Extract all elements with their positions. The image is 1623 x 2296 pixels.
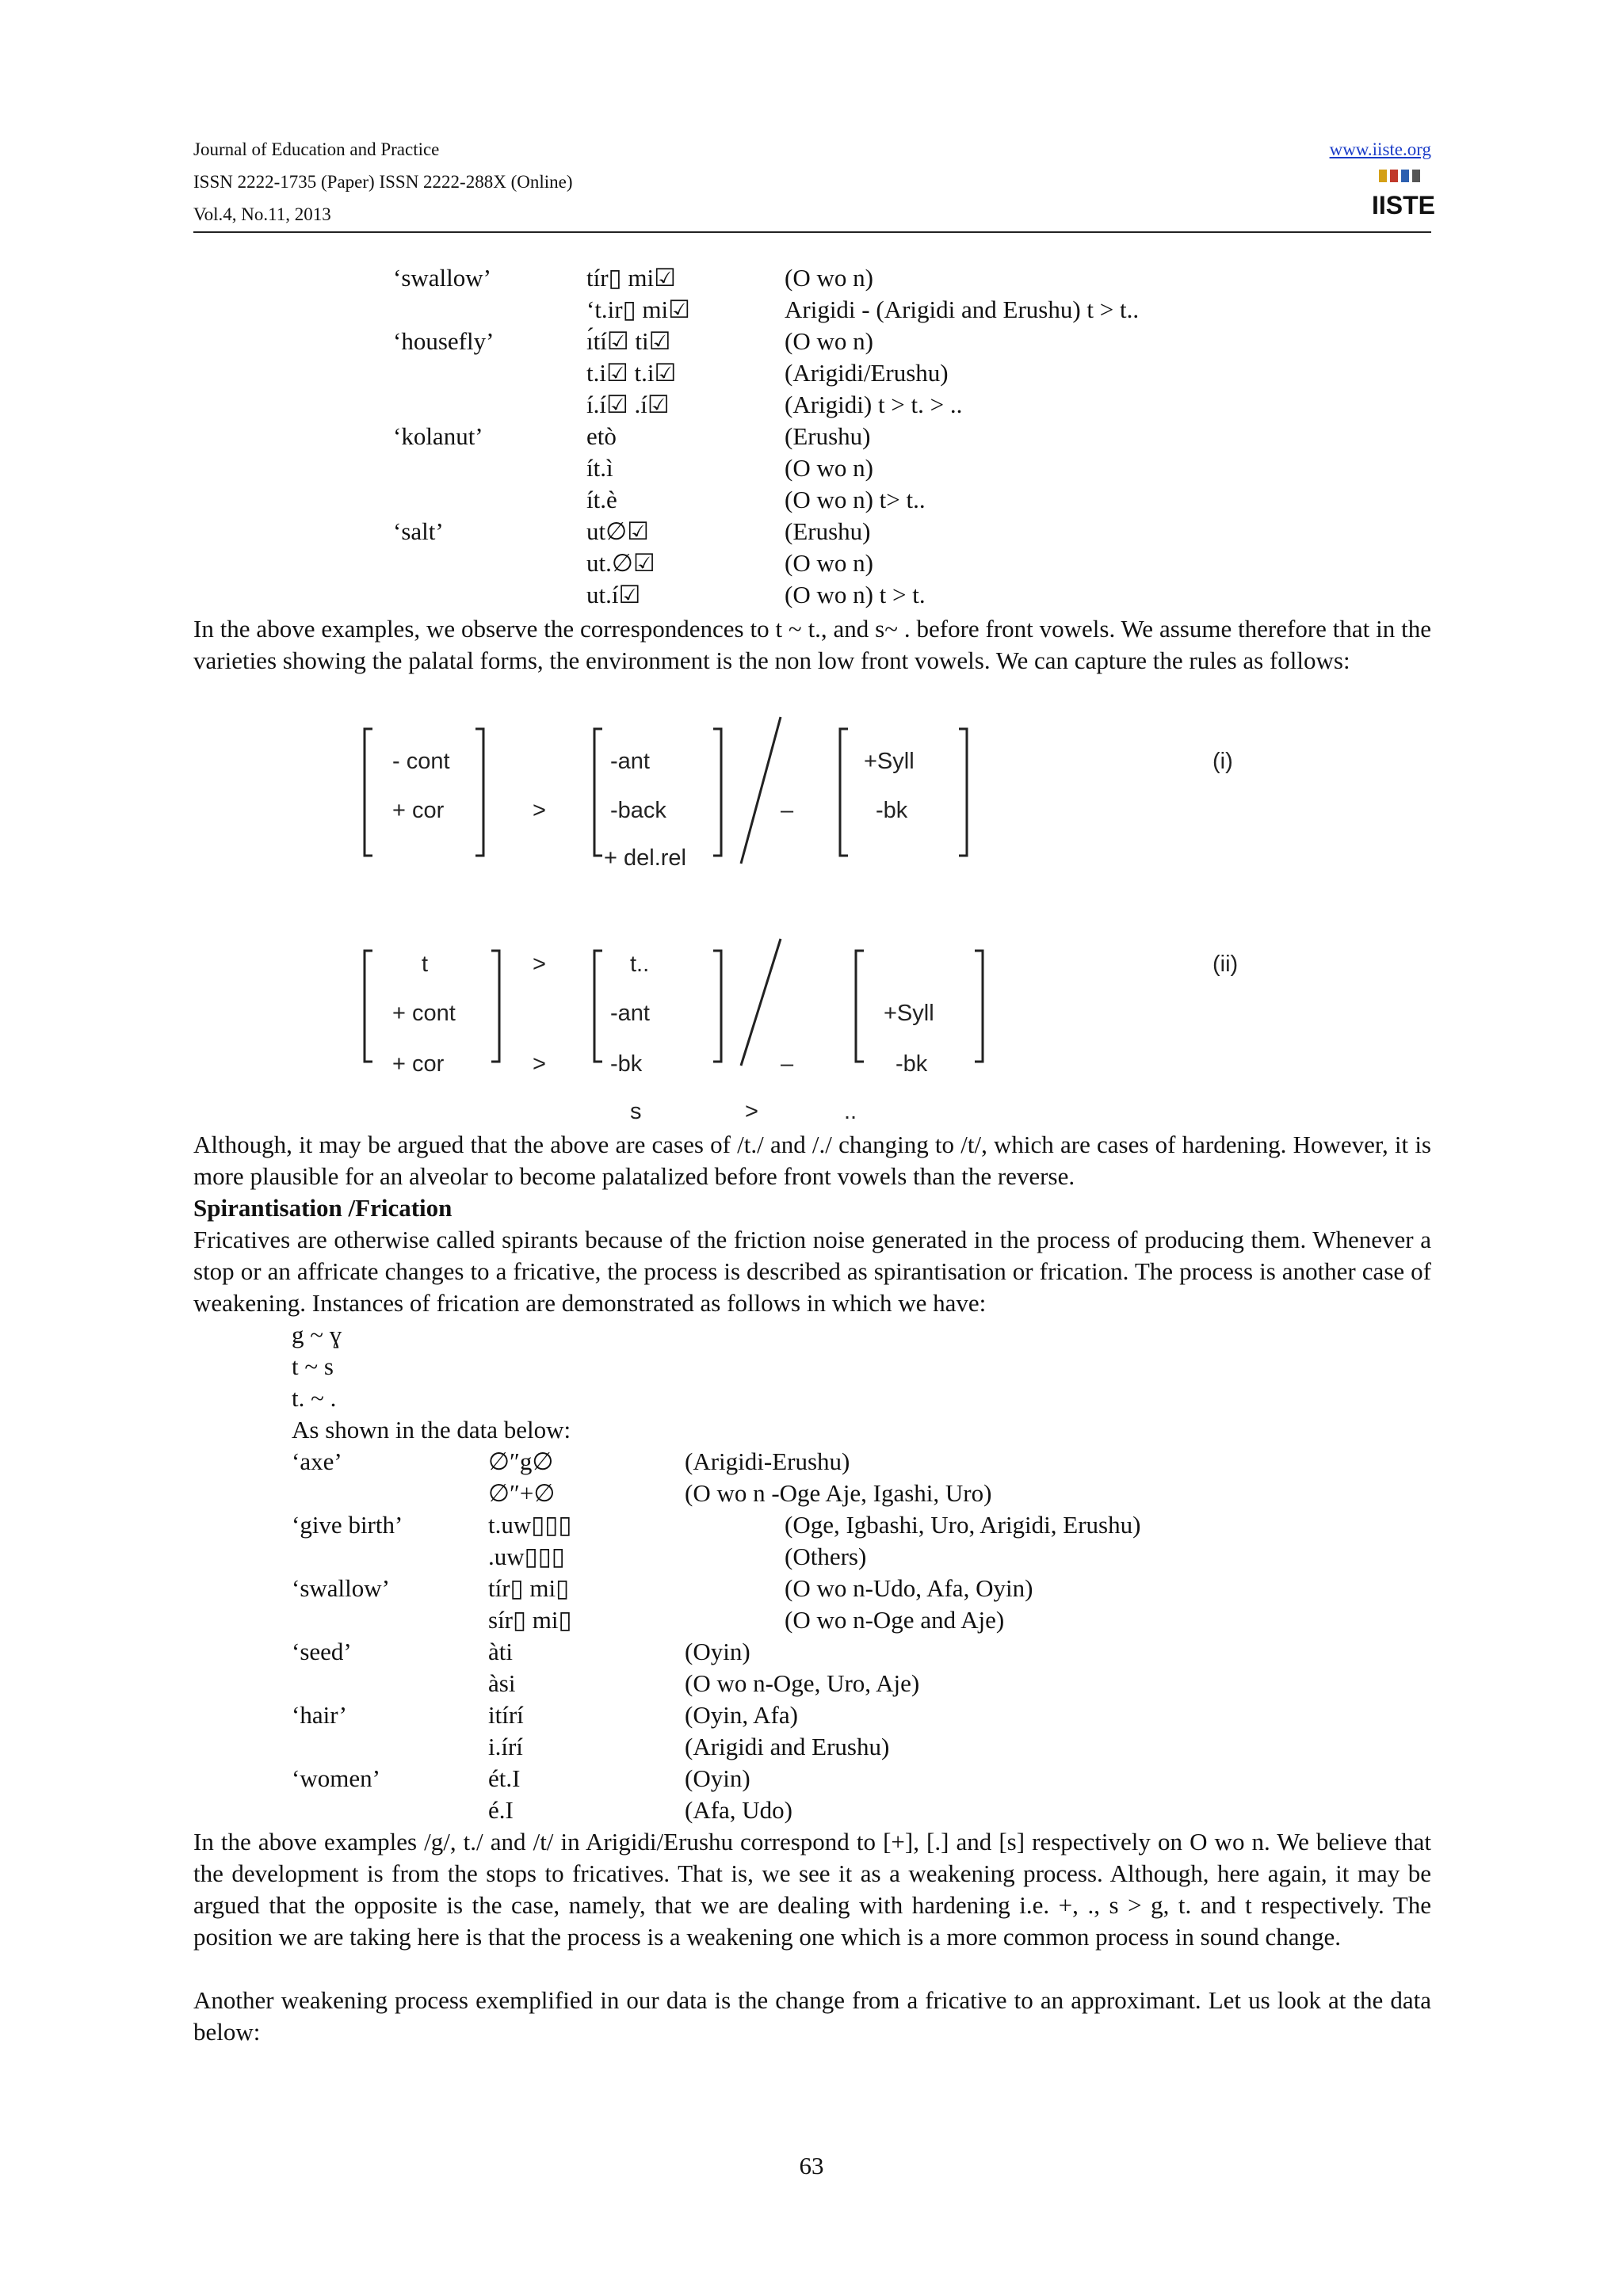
source: (Arigidi/Erushu): [785, 359, 949, 387]
form: t.uw▯▯▯: [488, 1511, 572, 1539]
form: tír▯ mi☑: [586, 264, 676, 292]
source: Arigidi - (Arigidi and Erushu) t > t..: [785, 296, 1140, 323]
paragraph-correspondences: In the above examples, we observe the correspondences to t ~ t., and s~ . before front vowels. We assume therefore that in the varieties showing the palatal forms, the environment is the non low front vowels. We can capture the rules as follows:: [193, 615, 1431, 674]
rule2-left-1: t: [422, 952, 429, 977]
rule2-below-left: s: [630, 1099, 642, 1124]
form: ít.ì: [586, 454, 613, 482]
source: (O wo n): [785, 549, 873, 577]
source: (O wo n -Oge Aje, Igashi, Uro): [685, 1479, 992, 1507]
form: i.írí: [488, 1733, 523, 1760]
correspondence-item: g ~ ɣ: [292, 1321, 342, 1348]
source: (O wo n): [785, 327, 873, 355]
form: etò: [586, 422, 617, 450]
rule2-env: –: [781, 1051, 794, 1077]
rule2-arrow-2: >: [533, 1051, 546, 1077]
source: (O wo n-Oge and Aje): [785, 1606, 1005, 1634]
rule1-env-1: +Syll: [864, 749, 915, 774]
form: ét.I: [488, 1764, 521, 1792]
source: (Oge, Igbashi, Uro, Arigidi, Erushu): [785, 1511, 1141, 1539]
source: (O wo n-Oge, Uro, Aje): [685, 1669, 920, 1697]
form: é.I: [488, 1796, 514, 1824]
logo-text: IISTE: [1371, 191, 1436, 219]
iiste-logo: [1371, 166, 1436, 219]
gloss: ‘housefly’: [393, 327, 495, 355]
form: ut.∅☑: [586, 549, 655, 577]
paragraph-weakening: In the above examples /g/, t./ and /t/ in Arigidi/Erushu correspond to [+], [.] and [s] respectively on O wo n. We believe that the development is from the stops to fricatives. That is, we see it as a weakening process. Although, here again, it may be argued that the opposite is the case, namely, that we are dealing with hardening i.e. +, ., s > g, t. and t respectively. The position we are taking here is that the process is a weakening one which is a more common process in sound change.: [193, 1828, 1431, 1951]
form: ut∅☑: [586, 517, 649, 545]
phonological-rules-figure: [349, 713, 1284, 1125]
gloss: ‘women’: [292, 1764, 380, 1792]
rule1-right-2: -back: [610, 798, 666, 823]
source: (O wo n): [785, 454, 873, 482]
rule1-right-1: -ant: [610, 749, 650, 774]
shown-intro: As shown in the data below:: [292, 1416, 571, 1444]
volume-line: Vol.4, No.11, 2013: [193, 204, 331, 224]
rule1-left-1: - cont: [392, 749, 450, 774]
paragraph-frication: Fricatives are otherwise called spirants because of the friction noise generated in the process of producing them. Whenever a stop or an affricate changes to a fricative, the process is described as spirantisation or frication. The process is another case of weakening. Instances of frication are demonstrated as follows in which we have:: [193, 1226, 1431, 1317]
gloss: ‘hair’: [292, 1701, 347, 1729]
rule1-right-3: + del.rel: [604, 845, 686, 871]
form: tír▯ mi▯: [488, 1574, 570, 1602]
form: .uw▯▯▯: [488, 1543, 565, 1570]
gloss: ‘seed’: [292, 1638, 352, 1665]
form: í.í☑ .í☑: [586, 391, 670, 418]
paragraph-hardening: Although, it may be argued that the above are cases of /t./ and /./ changing to /t/, which are cases of hardening. However, it is more plausible for an alveolar to become palatalized before front vowels than the reverse.: [193, 1131, 1431, 1190]
form: àsi: [488, 1669, 516, 1697]
form: ut.í☑: [586, 581, 641, 608]
paragraph-approximant: Another weakening process exemplified in our data is the change from a fricative to an approximant. Let us look at the data below:: [193, 1986, 1431, 2046]
form: àti: [488, 1638, 513, 1665]
form: ít.è: [586, 486, 617, 513]
source: (O wo n) t> t..: [785, 486, 926, 513]
source: (O wo n): [785, 264, 873, 292]
form: ∅″+∅: [488, 1479, 556, 1507]
source: (Oyin): [685, 1764, 750, 1792]
journal-title: Journal of Education and Practice: [193, 139, 440, 159]
source: (Others): [785, 1543, 867, 1570]
source: (Arigidi-Erushu): [685, 1447, 850, 1475]
section-heading: Spirantisation /Frication: [193, 1194, 453, 1222]
rule2-arrow-1: >: [533, 952, 546, 977]
source: (Erushu): [785, 517, 871, 545]
form: sír▯ mi▯: [488, 1606, 572, 1634]
source: (Arigidi and Erushu): [685, 1733, 890, 1760]
source: (Oyin, Afa): [685, 1701, 798, 1729]
header-rule: [193, 231, 1431, 233]
website-link[interactable]: www.iiste.org: [1329, 139, 1431, 159]
gloss: ‘salt’: [393, 517, 444, 545]
form: itírí: [488, 1701, 524, 1729]
correspondence-item: t. ~ .: [292, 1384, 337, 1412]
rule1-env-2: -bk: [876, 798, 908, 823]
form: ı́tí☑ ti☑: [586, 327, 671, 355]
source: (Oyin): [685, 1638, 750, 1665]
rule1-env: –: [781, 798, 794, 823]
rule2-left-2: + cont: [392, 1001, 456, 1026]
issn-line: ISSN 2222-1735 (Paper) ISSN 2222-288X (Online): [193, 172, 573, 192]
form: t.i☑ t.i☑: [586, 359, 677, 387]
form: ∅″g∅: [488, 1447, 554, 1475]
rule2-env-2: -bk: [896, 1051, 928, 1077]
page-number: 63: [799, 2152, 824, 2180]
rule2-right-3: -bk: [610, 1051, 643, 1077]
source: (Erushu): [785, 422, 871, 450]
source: (O wo n-Udo, Afa, Oyin): [785, 1574, 1033, 1602]
gloss: ‘swallow’: [393, 264, 491, 292]
rule2-label: (ii): [1212, 952, 1239, 977]
form: ‘t.ir▯ mi☑: [586, 296, 690, 323]
correspondence-item: t ~ s: [292, 1352, 334, 1380]
gloss: ‘swallow’: [292, 1574, 390, 1602]
gloss: ‘kolanut’: [393, 422, 483, 450]
rule2-left-3: + cor: [392, 1051, 445, 1077]
rule1-left-2: + cor: [392, 798, 445, 823]
rule2-below-arrow: >: [745, 1099, 758, 1124]
source: (Arigidi) t > t. > ..: [785, 391, 963, 418]
source: (Afa, Udo): [685, 1796, 793, 1824]
rule1-label: (i): [1212, 749, 1233, 774]
rule2-below-right: ..: [844, 1099, 857, 1124]
rule2-env-1: +Syll: [884, 1001, 934, 1026]
source: (O wo n) t > t.: [785, 581, 926, 608]
rule2-right-1: t..: [630, 952, 650, 977]
rule2-right-2: -ant: [610, 1001, 650, 1026]
rule1-arrow: >: [533, 798, 546, 823]
gloss: ‘axe’: [292, 1447, 342, 1475]
gloss: ‘give birth’: [292, 1511, 403, 1539]
